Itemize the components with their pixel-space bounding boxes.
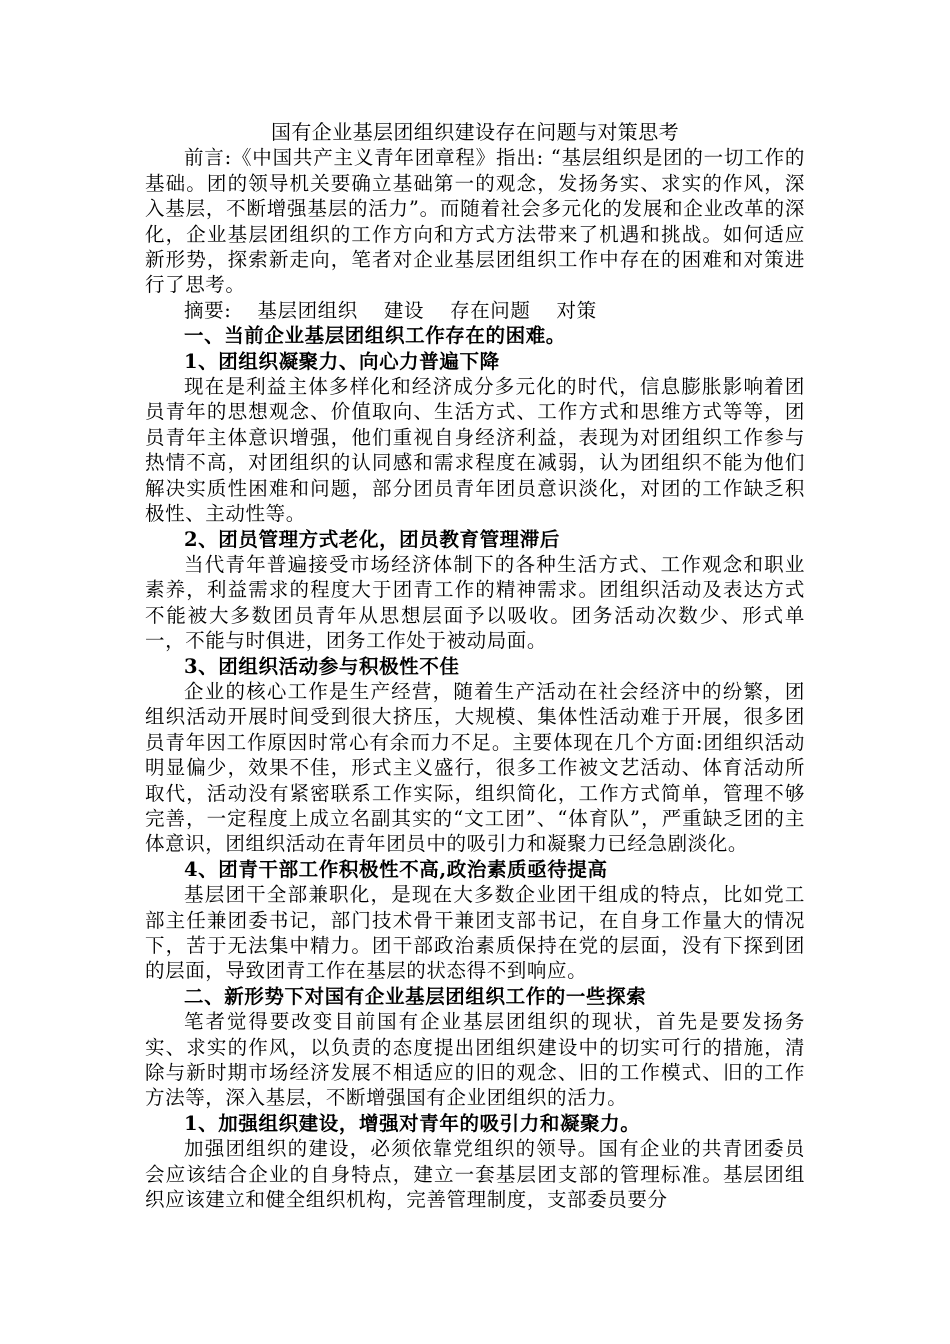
body-paragraph: 当代青年普遍接受市场经济体制下的各种生活方式、工作观念和职业素养，利益需求的程度大于团青工作的精神需求。团组织活动及表达方式不能被大多数团员青年从思想层面予以吸收。团务活动次数少、形式单一，不能与时俱进，团务工作处于被动局面。 — [145, 552, 805, 653]
abstract-label: 摘要: — [184, 298, 232, 322]
section-heading: 一、当前企业基层团组织工作存在的困难。 — [184, 324, 566, 348]
subsection-heading: 1、加强组织建设，增强对青年的吸引力和凝聚力。 — [184, 1111, 641, 1135]
preface-paragraph: 前言:《中国共产主义青年团章程》指出: “基层组织是团的一切工作的基础。团的领导机关要确立基础第一的观念，发扬务实、求实的作风，深入基层，不断增强基层的活力”。而随着社会多元化的发展和企业改革的深化，企业基层团组织的工作方向和方式方法带来了机遇和挑战。如何适应新形势，探索新走向，笔者对企业基层团组织工作中存在的困难和对策进行了思考。 — [145, 146, 805, 297]
subsection-heading: 2、团员管理方式老化，团员教育管理滞后 — [184, 527, 560, 551]
body-paragraph: 加强团组织的建设，必须依靠党组织的领导。国有企业的共青团委员会应该结合企业的自身特点，建立一套基层团支部的管理标准。基层团组织应该建立和健全组织机构，完善管理制度，支部委员要分 — [145, 1137, 805, 1212]
keyword: 基层团组织 — [257, 298, 358, 322]
abstract-keywords — [145, 298, 805, 323]
document-page — [145, 120, 805, 1212]
subsection-heading: 1、团组织凝聚力、向心力普遍下降 — [184, 349, 500, 373]
keyword: 建设 — [383, 298, 425, 322]
section-heading: 二、新形势下对国有企业基层团组织工作的一些探索 — [184, 984, 647, 1008]
body-paragraph: 现在是利益主体多样化和经济成分多元化的时代，信息膨胀影响着团员青年的思想观念、价值取向、生活方式、工作方式和思维方式等等，团员青年主体意识增强，他们重视自身经济利益，表现为对团组织工作参与热情不高，对团组织的认同感和需求程度在减弱，认为团组织不能为他们解决实质性困难和问题，部分团员青年团员意识淡化，对团的工作缺乏积极性、主动性等。 — [145, 375, 805, 526]
subsection-heading: 3、团组织活动参与积极性不佳 — [184, 654, 460, 678]
keyword: 存在问题 — [450, 298, 531, 322]
keyword: 对策 — [556, 298, 597, 322]
subsection-heading: 4、团青干部工作积极性不高,政治素质亟待提高 — [184, 857, 608, 881]
document-title: 国有企业基层团组织建设存在问题与对策思考 — [271, 120, 679, 144]
body-paragraph: 企业的核心工作是生产经营，随着生产活动在社会经济中的纷繁，团组织活动开展时间受到很大挤压，大规模、集体性活动难于开展，很多团员青年因工作原因时常心有余而力不足。主要体现在几个方面:团组织活动明显偏少，效果不佳，形式主义盛行，很多工作被文艺活动、体育活动所取代，活动没有紧密联系工作实际，组织简化，工作方式简单，管理不够完善，一定程度上成立名副其实的“文工团”、“体育队”，严重缺乏团的主体意识，团组织活动在青年团员中的吸引力和凝聚力已经急剧淡化。 — [145, 679, 805, 856]
body-paragraph: 笔者觉得要改变目前国有企业基层团组织的现状，首先是要发扬务实、求实的作风，以负责的态度提出团组织建设中的切实可行的措施，清除与新时期市场经济发展不相适应的旧的观念、旧的工作模式、旧的工作方法等，深入基层，不断增强国有企业团组织的活力。 — [145, 1010, 805, 1110]
body-paragraph: 基层团干全部兼职化，是现在大多数企业团干组成的特点，比如党工部主任兼团委书记，部门技术骨干兼团支部书记，在自身工作量大的情况下，苦于无法集中精力。团干部政治素质保持在党的层面，没有下探到团的层面，导致团青工作在基层的状态得不到响应。 — [145, 883, 805, 983]
